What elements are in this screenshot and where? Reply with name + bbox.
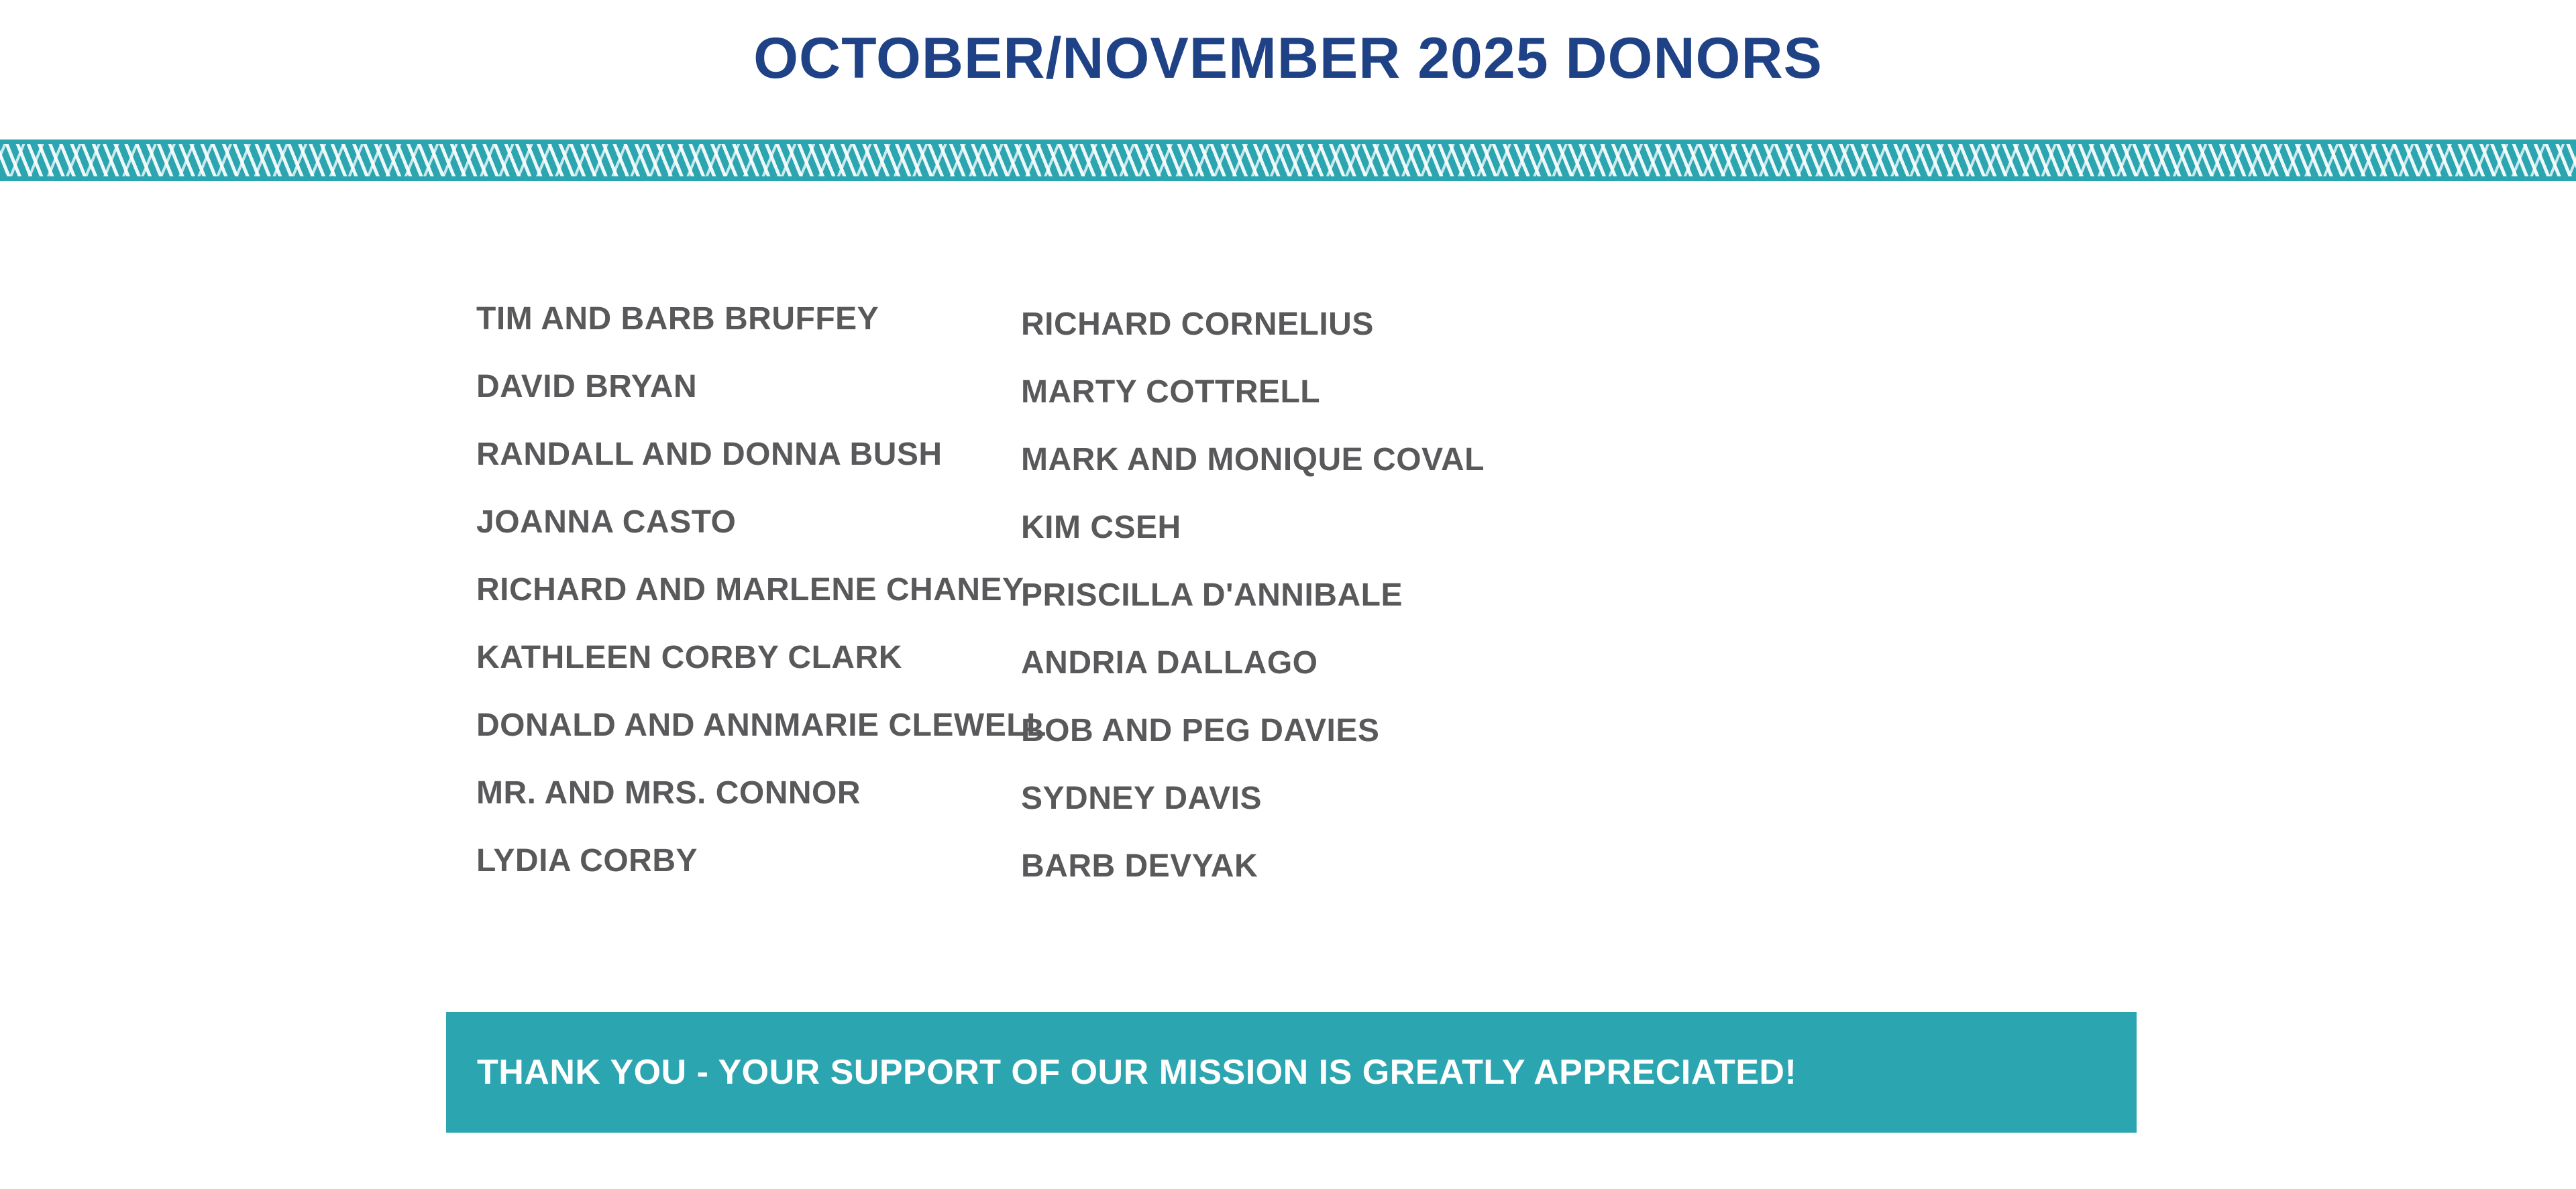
- list-item: SYDNEY DAVIS: [1021, 781, 1262, 816]
- band-stripe-pattern-secondary: [0, 139, 2576, 181]
- list-item: MR. AND MRS. CONNOR: [476, 775, 861, 811]
- donor-column-right: [1013, 290, 2086, 900]
- list-item: BOB AND PEG DAVIES: [1021, 713, 1380, 748]
- list-item: RICHARD AND MARLENE CHANEY: [476, 572, 1024, 608]
- list-item: TIM AND BARB BRUFFEY: [476, 301, 879, 337]
- list-item: RANDALL AND DONNA BUSH: [476, 437, 943, 472]
- decorative-teal-band: [0, 139, 2576, 181]
- list-item: MARTY COTTRELL: [1021, 374, 1321, 410]
- list-item: DONALD AND ANNMARIE CLEWELL: [476, 707, 1046, 743]
- donor-column-left: [0, 285, 1046, 900]
- donor-columns: [0, 285, 2576, 900]
- list-item: KATHLEEN CORBY CLARK: [476, 640, 902, 675]
- list-item: ANDRIA DALLAGO: [1021, 645, 1318, 681]
- list-item: KIM CSEH: [1021, 510, 1181, 545]
- thank-you-banner: [446, 1012, 2137, 1133]
- list-item: PRISCILLA D'ANNIBALE: [1021, 577, 1403, 613]
- list-item: MARK AND MONIQUE COVAL: [1021, 442, 1485, 477]
- list-item: JOANNA CASTO: [476, 504, 737, 540]
- band-top-edge: [0, 139, 2576, 144]
- thank-you-text: THANK YOU - YOUR SUPPORT OF OUR MISSION IS GREATLY APPRECIATED!: [477, 1053, 1797, 1092]
- list-item: LYDIA CORBY: [476, 843, 698, 879]
- list-item: RICHARD CORNELIUS: [1021, 306, 1374, 342]
- page-title: OCTOBER/NOVEMBER 2025 DONORS: [753, 26, 1823, 91]
- list-item: DAVID BRYAN: [476, 369, 698, 404]
- list-item: BARB DEVYAK: [1021, 848, 1258, 884]
- band-bottom-edge: [0, 176, 2576, 181]
